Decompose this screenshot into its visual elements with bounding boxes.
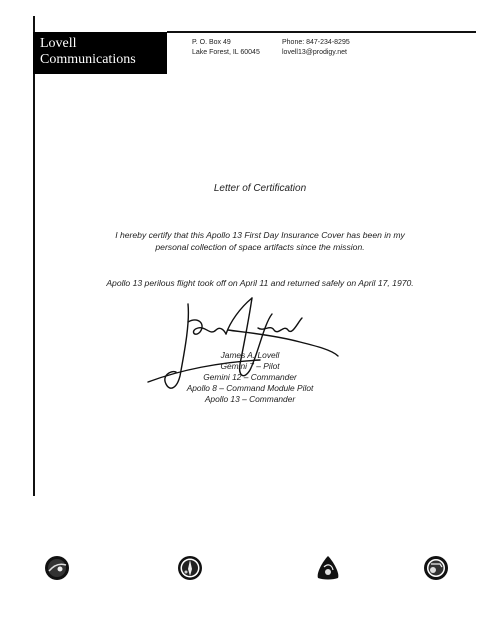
- company-name-line2: Communications: [40, 52, 136, 67]
- signer-role-3: Apollo 8 – Command Module Pilot: [186, 383, 314, 393]
- signature-block: [120, 350, 380, 405]
- contact-info: [282, 38, 350, 58]
- signer-role-1: Gemini 7 – Pilot: [220, 361, 280, 371]
- mailing-address: [192, 38, 260, 58]
- company-name-line1: Lovell: [40, 36, 77, 51]
- address-line2: Lake Forest, IL 60045: [192, 49, 260, 56]
- email-address: lovell13@prodigy.net: [282, 49, 347, 56]
- company-logo: [33, 32, 167, 74]
- certification-line1: I hereby certify that this Apollo 13 First Day Insurance Cover has been in my: [115, 230, 405, 240]
- address-line1: P. O. Box 49: [192, 39, 231, 46]
- apollo-8-patch-icon: [315, 555, 341, 581]
- vertical-rule: [33, 16, 35, 496]
- letter-title: Letter of Certification: [213, 183, 307, 194]
- signer-name: James A. Lovell: [220, 350, 280, 360]
- phone-number: Phone: 847-234-8295: [282, 39, 350, 46]
- signer-role-4: Apollo 13 – Commander: [204, 394, 296, 404]
- flight-dates-paragraph: Apollo 13 perilous flight took off on April 11 and returned safely on April 17, 1970.: [106, 278, 414, 288]
- top-rule: [167, 31, 476, 33]
- gemini-7-patch-icon: [44, 555, 70, 581]
- signer-role-2: Gemini 12 – Commander: [203, 372, 297, 382]
- apollo-13-patch-icon: [423, 555, 449, 581]
- certification-line2: personal collection of space artifacts since the mission.: [155, 242, 365, 252]
- gemini-12-patch-icon: [177, 555, 203, 581]
- certification-paragraph: [40, 229, 480, 253]
